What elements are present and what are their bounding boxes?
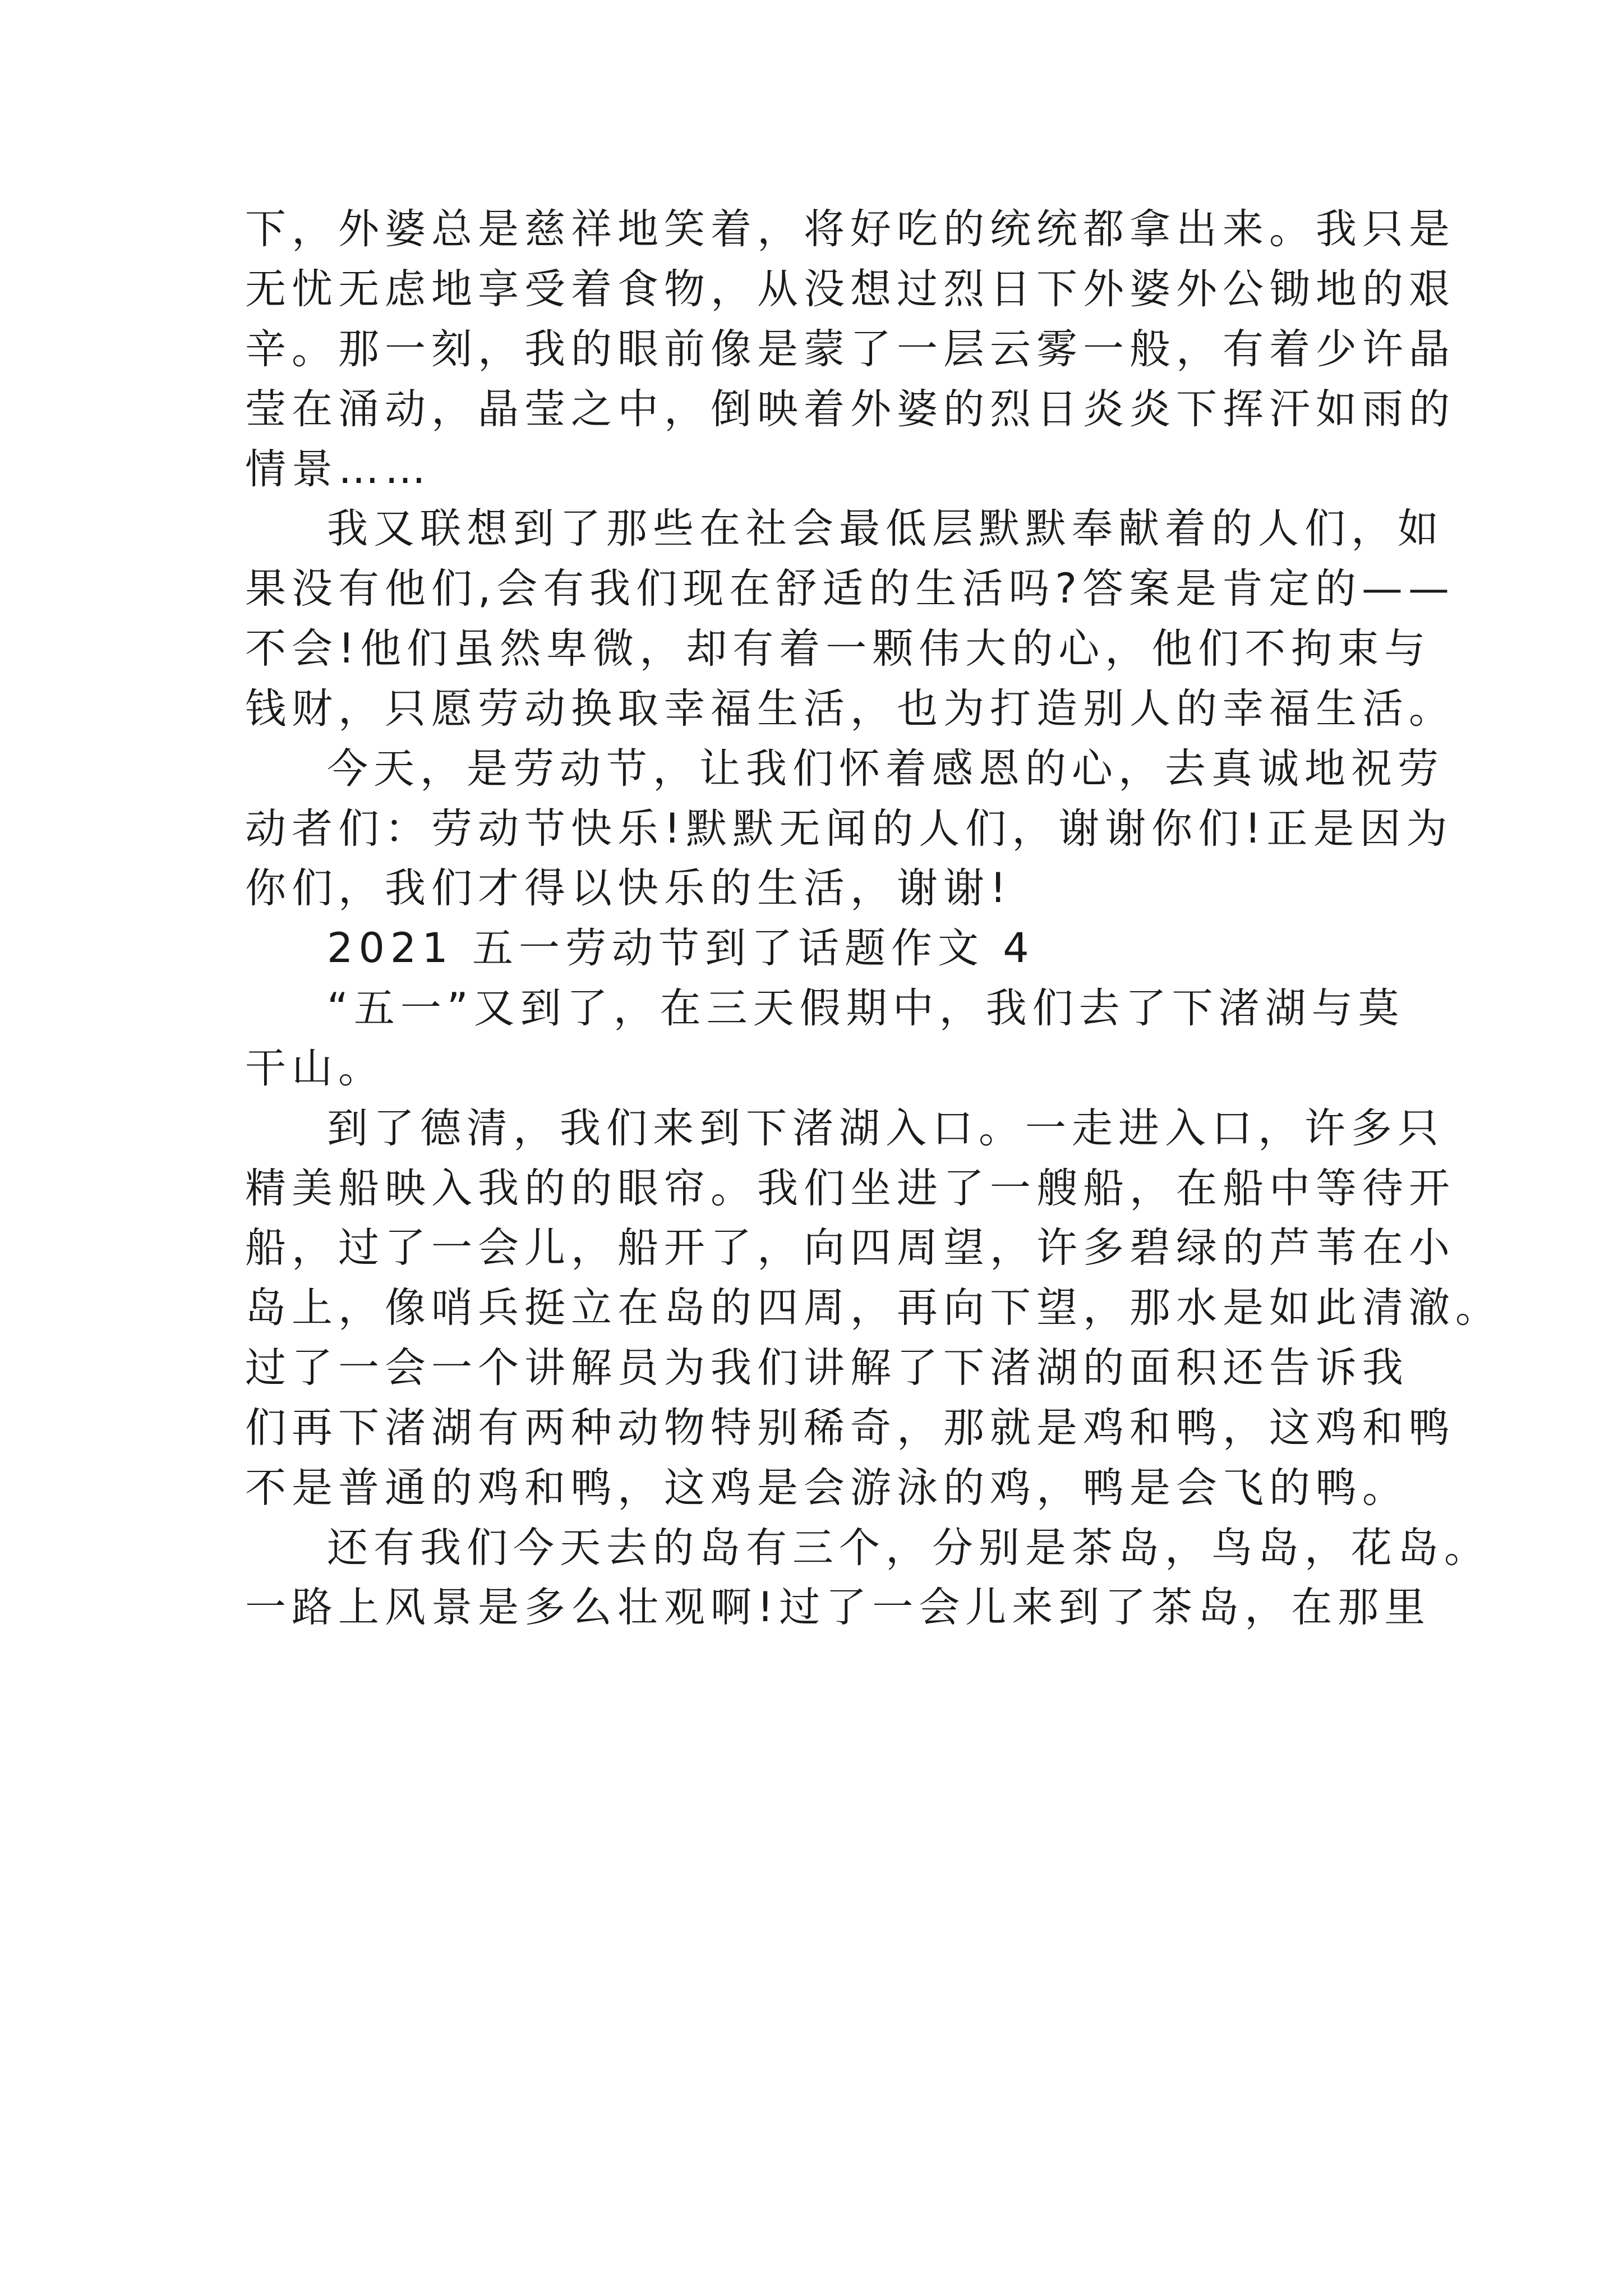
text-line: 今天，是劳动节，让我们怀着感恩的心，去真诚地祝劳 <box>327 745 1444 793</box>
section-heading: 2021 五一劳动节到了话题作文 4 <box>327 924 1035 972</box>
text-line: 你们，我们才得以快乐的生活，谢谢! <box>245 864 1012 912</box>
text-line: 到了德清，我们来到下渚湖入口。一走进入口，许多只 <box>327 1105 1444 1152</box>
text-line: 还有我们今天去的岛有三个，分别是茶岛，鸟岛，花岛。 <box>327 1524 1491 1572</box>
text-line: 不会!他们虽然卑微，却有着一颗伟大的心，他们不拘束与 <box>245 625 1431 673</box>
text-line: 一路上风景是多么壮观啊!过了一会儿来到了茶岛，在那里 <box>245 1584 1431 1631</box>
text-line: 果没有他们,会有我们现在舒适的生活吗?答案是肯定的—— <box>245 565 1455 613</box>
text-line: 情景…… <box>245 445 431 493</box>
text-line: “五一”又到了，在三天假期中，我们去了下渚湖与莫 <box>327 984 1405 1032</box>
text-line: 船，过了一会儿，船开了，向四周望，许多碧绿的芦苇在小 <box>245 1224 1455 1272</box>
text-line: 不是普通的鸡和鸭，这鸡是会游泳的鸡，鸭是会飞的鸭。 <box>245 1464 1409 1512</box>
text-line: 辛。那一刻，我的眼前像是蒙了一层云雾一般，有着少许晶 <box>245 325 1455 373</box>
text-line: 岛上，像哨兵挺立在岛的四周，再向下望，那水是如此清澈。 <box>245 1284 1502 1332</box>
text-line: 下，外婆总是慈祥地笑着，将好吃的统统都拿出来。我只是 <box>245 205 1455 253</box>
text-line: 钱财，只愿劳动换取幸福生活，也为打造别人的幸福生活。 <box>245 685 1455 733</box>
text-line: 莹在涌动，晶莹之中，倒映着外婆的烈日炎炎下挥汗如雨的 <box>245 385 1455 433</box>
text-line: 过了一会一个讲解员为我们讲解了下渚湖的面积还告诉我 <box>245 1344 1409 1392</box>
text-line: 干山。 <box>245 1045 385 1092</box>
text-line: 们再下渚湖有两种动物特别稀奇，那就是鸡和鸭，这鸡和鸭 <box>245 1404 1455 1452</box>
text-line: 我又联想到了那些在社会最低层默默奉献着的人们，如 <box>327 505 1444 553</box>
text-line: 无忧无虑地享受着食物，从没想过烈日下外婆外公锄地的艰 <box>245 265 1455 313</box>
text-line: 精美船映入我的的眼帘。我们坐进了一艘船，在船中等待开 <box>245 1165 1455 1212</box>
text-line: 动者们：劳动节快乐!默默无闻的人们，谢谢你们!正是因为 <box>245 805 1453 853</box>
